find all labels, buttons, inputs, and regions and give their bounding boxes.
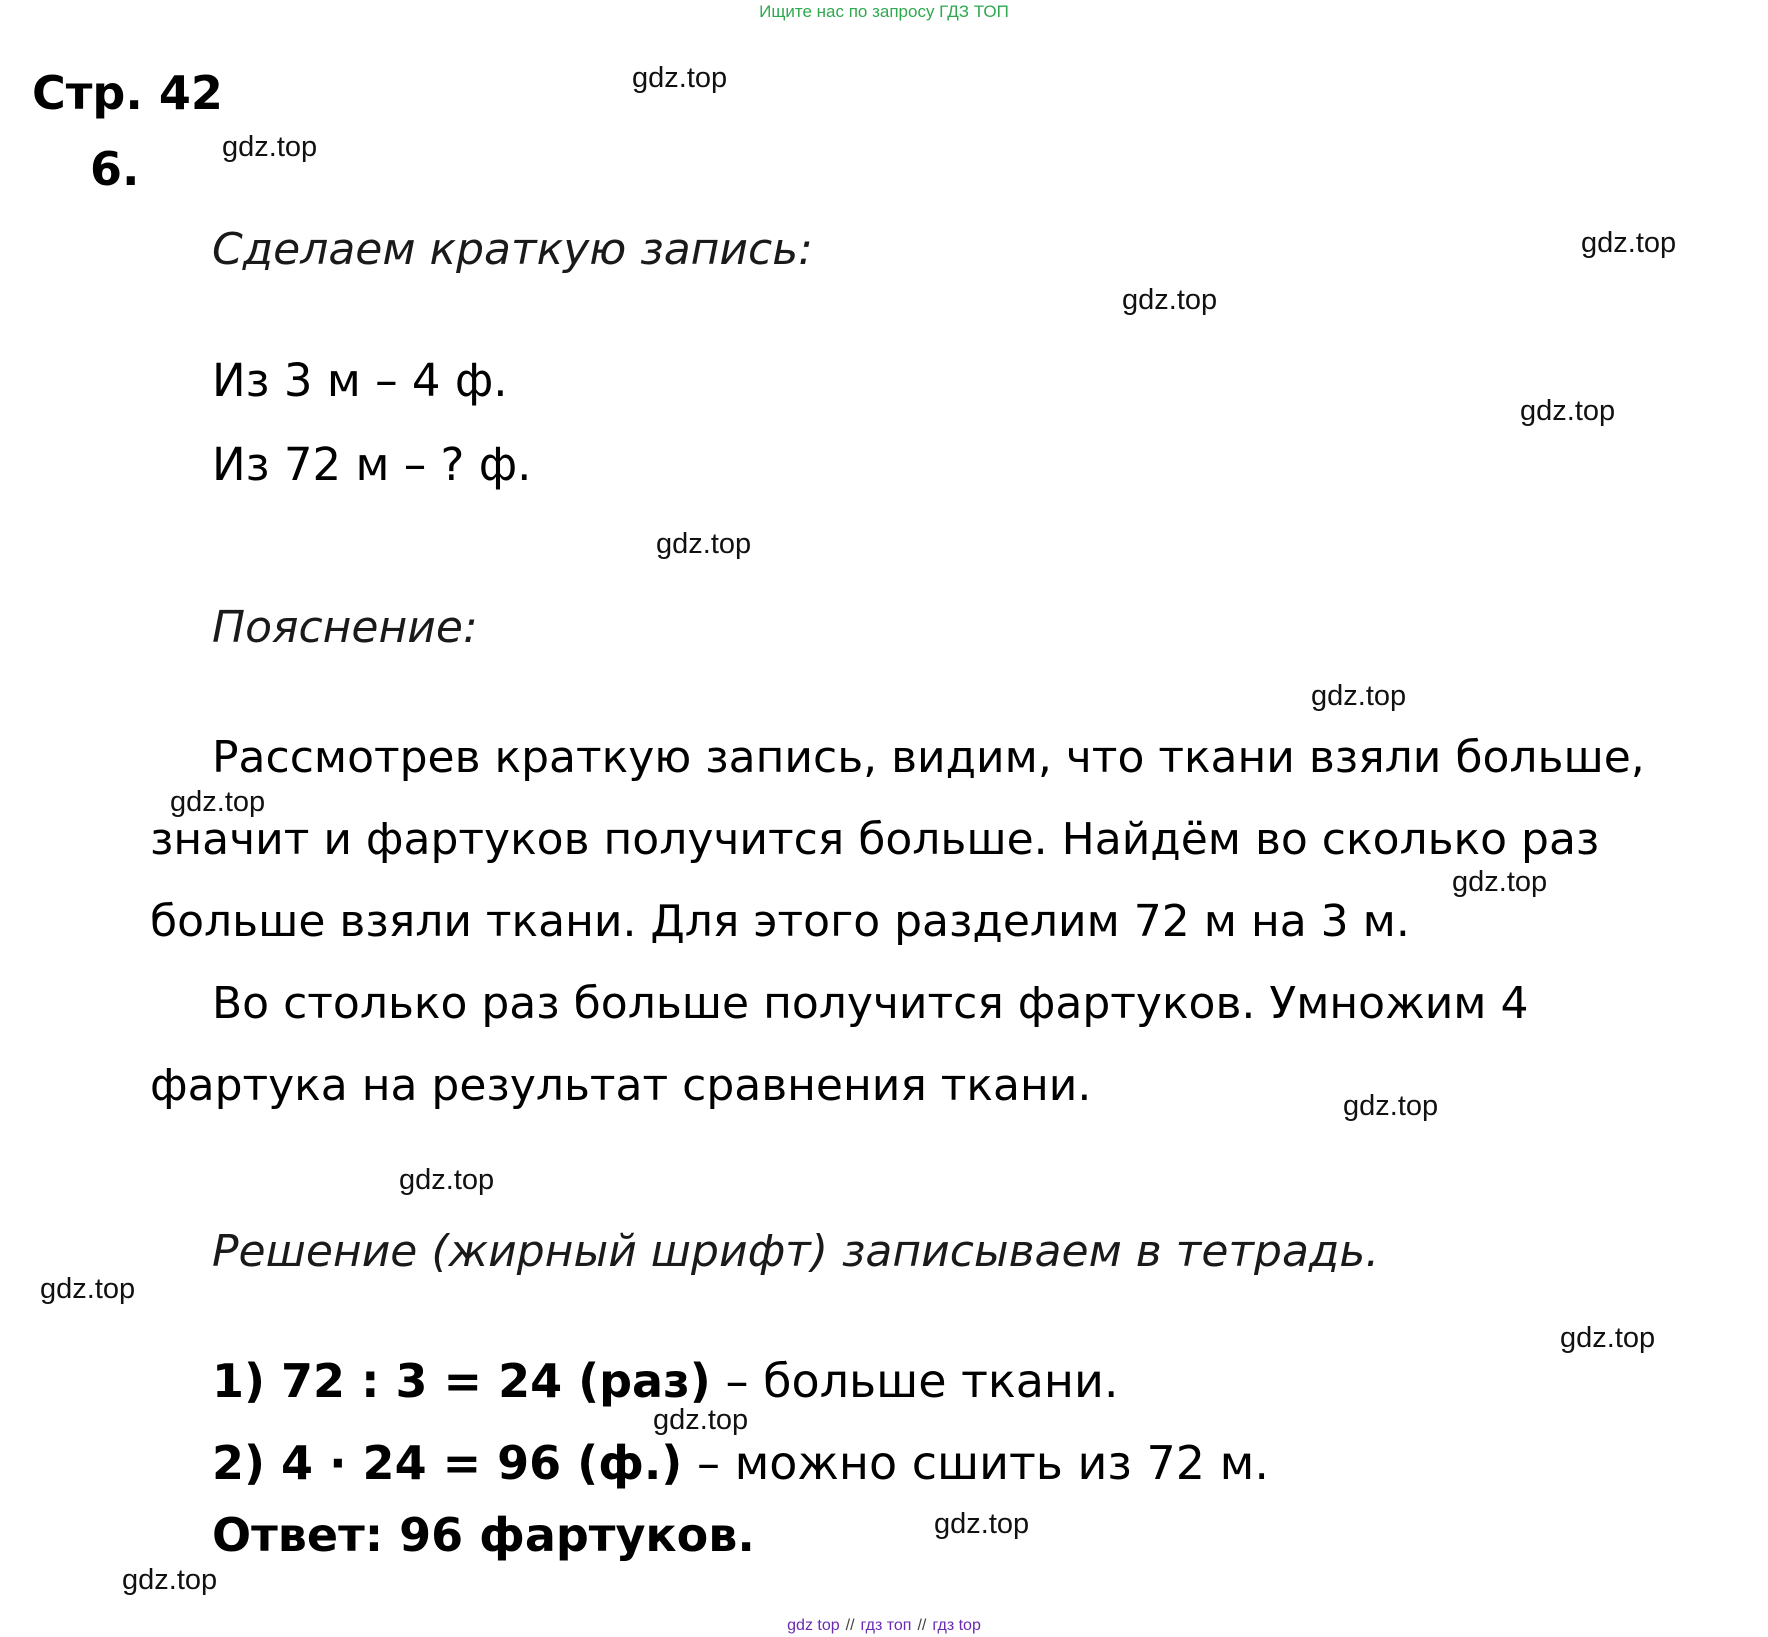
explanation-line-5: фартука на результат сравнения ткани.: [150, 1060, 1092, 1111]
watermark: gdz.top: [1122, 284, 1218, 316]
solution-step-1: [212, 1354, 1119, 1408]
watermark: gdz.top: [934, 1508, 1030, 1540]
watermark: gdz.top: [632, 62, 728, 94]
task-number: 6.: [90, 142, 140, 196]
watermark: gdz.top: [222, 131, 318, 163]
explanation-line-1: Рассмотрев краткую запись, видим, что ткани взяли больше,: [212, 732, 1645, 783]
solution-step-2-expression: 2) 4 · 24 = 96 (ф.): [212, 1436, 683, 1490]
solution-step-1-comment: – больше ткани.: [710, 1354, 1119, 1408]
solution-step-2: [212, 1436, 1269, 1490]
solution-heading: Решение (жирный шрифт) записываем в тетрадь.: [212, 1226, 1380, 1277]
watermark: gdz.top: [1560, 1322, 1656, 1354]
watermark: gdz.top: [122, 1564, 218, 1596]
watermark: gdz.top: [1581, 227, 1677, 259]
watermark: gdz.top: [656, 528, 752, 560]
footer-links: [0, 1617, 1768, 1635]
short-note-line-1: Из 3 м – 4 ф.: [212, 354, 508, 407]
explanation-heading: Пояснение:: [212, 602, 478, 653]
explanation-line-3: больше взяли ткани. Для этого разделим 72 м на 3 м.: [150, 896, 1410, 947]
watermark: gdz.top: [653, 1404, 749, 1436]
footer-link-2[interactable]: гдз топ: [860, 1617, 912, 1634]
watermark: gdz.top: [399, 1164, 495, 1196]
footer-link-3[interactable]: гдз top: [932, 1617, 981, 1634]
explanation-line-2: значит и фартуков получится больше. Найдём во сколько раз: [150, 814, 1600, 865]
footer-separator: //: [845, 1617, 855, 1634]
watermark: gdz.top: [170, 786, 266, 818]
short-note-heading: Сделаем краткую запись:: [212, 224, 813, 275]
footer-link-1[interactable]: gdz top: [787, 1617, 840, 1634]
solution-step-1-expression: 1) 72 : 3 = 24 (раз): [212, 1354, 711, 1408]
watermark: gdz.top: [1452, 866, 1548, 898]
solution-step-2-comment: – можно сшить из 72 м.: [682, 1436, 1269, 1490]
watermark: gdz.top: [1520, 395, 1616, 427]
explanation-line-4: Во столько раз больше получится фартуков. Умножим 4: [212, 978, 1529, 1029]
watermark: gdz.top: [1343, 1090, 1439, 1122]
top-search-link[interactable]: Ищите нас по запросу ГДЗ ТОП: [759, 2, 1009, 21]
short-note-line-2: Из 72 м – ? ф.: [212, 438, 532, 491]
watermark: gdz.top: [1311, 680, 1407, 712]
footer-separator: //: [917, 1617, 927, 1634]
watermark: gdz.top: [40, 1273, 136, 1305]
page-number: Стр. 42: [32, 66, 223, 120]
answer: Ответ: 96 фартуков.: [212, 1508, 755, 1562]
